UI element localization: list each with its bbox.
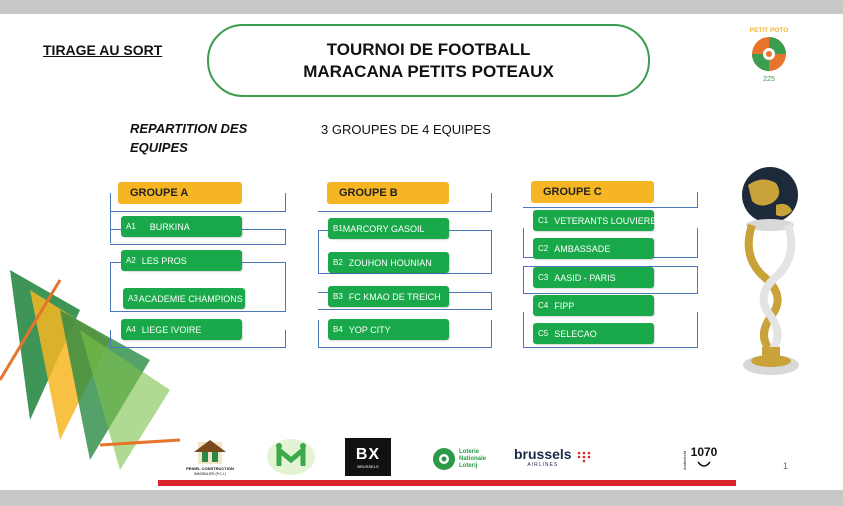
pci-logo <box>186 438 234 478</box>
brussels-dots-icon <box>576 450 592 464</box>
trophy-image <box>732 165 810 385</box>
team-name: AMBASSADE <box>554 243 611 254</box>
loterie-icon <box>432 447 456 471</box>
team-code: A3 <box>128 294 138 303</box>
team-name: FIPP <box>554 300 575 311</box>
group-b-header: GROUPE B <box>327 182 449 204</box>
team-a3 <box>123 288 245 309</box>
team-code: C2 <box>538 244 549 253</box>
team-name: ACADEMIE CHAMPIONS <box>138 293 243 304</box>
team-name: ZOUHON HOUNIAN <box>348 257 432 268</box>
team-name: BURKINA <box>149 221 190 232</box>
group-c-header: GROUPE C <box>531 181 654 203</box>
svg-text:225: 225 <box>763 76 775 83</box>
title-box <box>207 24 650 97</box>
loterie-logo <box>432 444 492 474</box>
bottom-bar <box>0 490 843 506</box>
svg-text:Anderlecht: Anderlecht <box>682 450 687 470</box>
team-c1 <box>533 210 663 231</box>
loterie-line-1: Loterie <box>459 448 480 455</box>
team-code: B2 <box>333 258 343 267</box>
title-line-2: MARACANA PETITS POTEAUX <box>303 61 554 81</box>
team-a2 <box>121 250 242 271</box>
group-c-bracket-1 <box>523 192 698 208</box>
team-c3 <box>533 267 654 288</box>
page-number: 1 <box>783 461 789 471</box>
team-code: B4 <box>333 325 343 334</box>
team-b3 <box>328 286 449 307</box>
svg-text:IMMOBILIER (P.C.I.): IMMOBILIER (P.C.I.) <box>193 472 227 476</box>
group-a-header: GROUPE A <box>118 182 242 204</box>
bx-logo <box>345 438 391 476</box>
loterie-line-3: Loterij <box>459 462 478 469</box>
team-a1 <box>121 216 242 237</box>
brussels-name: brussels <box>514 446 572 462</box>
bx-text: BX <box>355 445 381 463</box>
team-b1 <box>328 218 449 239</box>
brussels-sub: AIRLINES <box>527 462 559 468</box>
team-code: A2 <box>126 256 136 265</box>
team-c2 <box>533 238 654 259</box>
groups-count-label: 3 GROUPES DE 4 EQUIPES <box>321 122 491 137</box>
repartition-label: REPARTITION DES EQUIPES <box>130 121 248 155</box>
team-code: A4 <box>126 325 136 334</box>
team-code: A1 <box>126 222 136 231</box>
loterie-line-2: Nationale <box>459 455 487 462</box>
team-code: B1 <box>333 224 343 233</box>
bx-subtext: BRUSSELS <box>357 463 379 469</box>
svg-text:1070: 1070 <box>690 445 718 459</box>
team-name: LIEGE IVOIRE <box>141 324 202 335</box>
petit-poto-logo <box>744 24 794 84</box>
svg-text:PETIT POTO: PETIT POTO <box>749 27 789 34</box>
team-code: C4 <box>538 301 549 310</box>
team-b2 <box>328 252 449 273</box>
svg-text:PENIEL CONSTRUCTION: PENIEL CONSTRUCTION <box>186 466 234 471</box>
team-a4 <box>121 319 242 340</box>
team-code: C3 <box>538 273 549 282</box>
footer-red-line <box>158 480 736 486</box>
anderlecht-logo <box>682 440 722 476</box>
brussels-airlines-logo <box>514 444 606 470</box>
team-code: C1 <box>538 216 549 225</box>
team-name: YOP CITY <box>348 324 391 335</box>
team-name: FC KMAO DE TREICH <box>348 291 441 302</box>
team-name: SELECAO <box>554 328 597 339</box>
title-line-1: TOURNOI DE FOOTBALL <box>326 39 531 59</box>
team-c5 <box>533 323 654 344</box>
team-name: MARCORY GASOIL <box>342 223 425 234</box>
team-b4 <box>328 319 449 340</box>
team-code: B3 <box>333 292 343 301</box>
team-code: C5 <box>538 329 549 338</box>
m-logo <box>266 438 316 476</box>
tirage-label: TIRAGE AU SORT <box>43 42 163 58</box>
team-name: LES PROS <box>141 255 187 266</box>
team-name: VETERANTS LOUVIERES <box>554 215 663 226</box>
top-bar <box>0 0 843 14</box>
group-b-bracket-1 <box>318 193 492 212</box>
team-name: AASID - PARIS <box>554 272 616 283</box>
team-c4 <box>533 295 654 316</box>
